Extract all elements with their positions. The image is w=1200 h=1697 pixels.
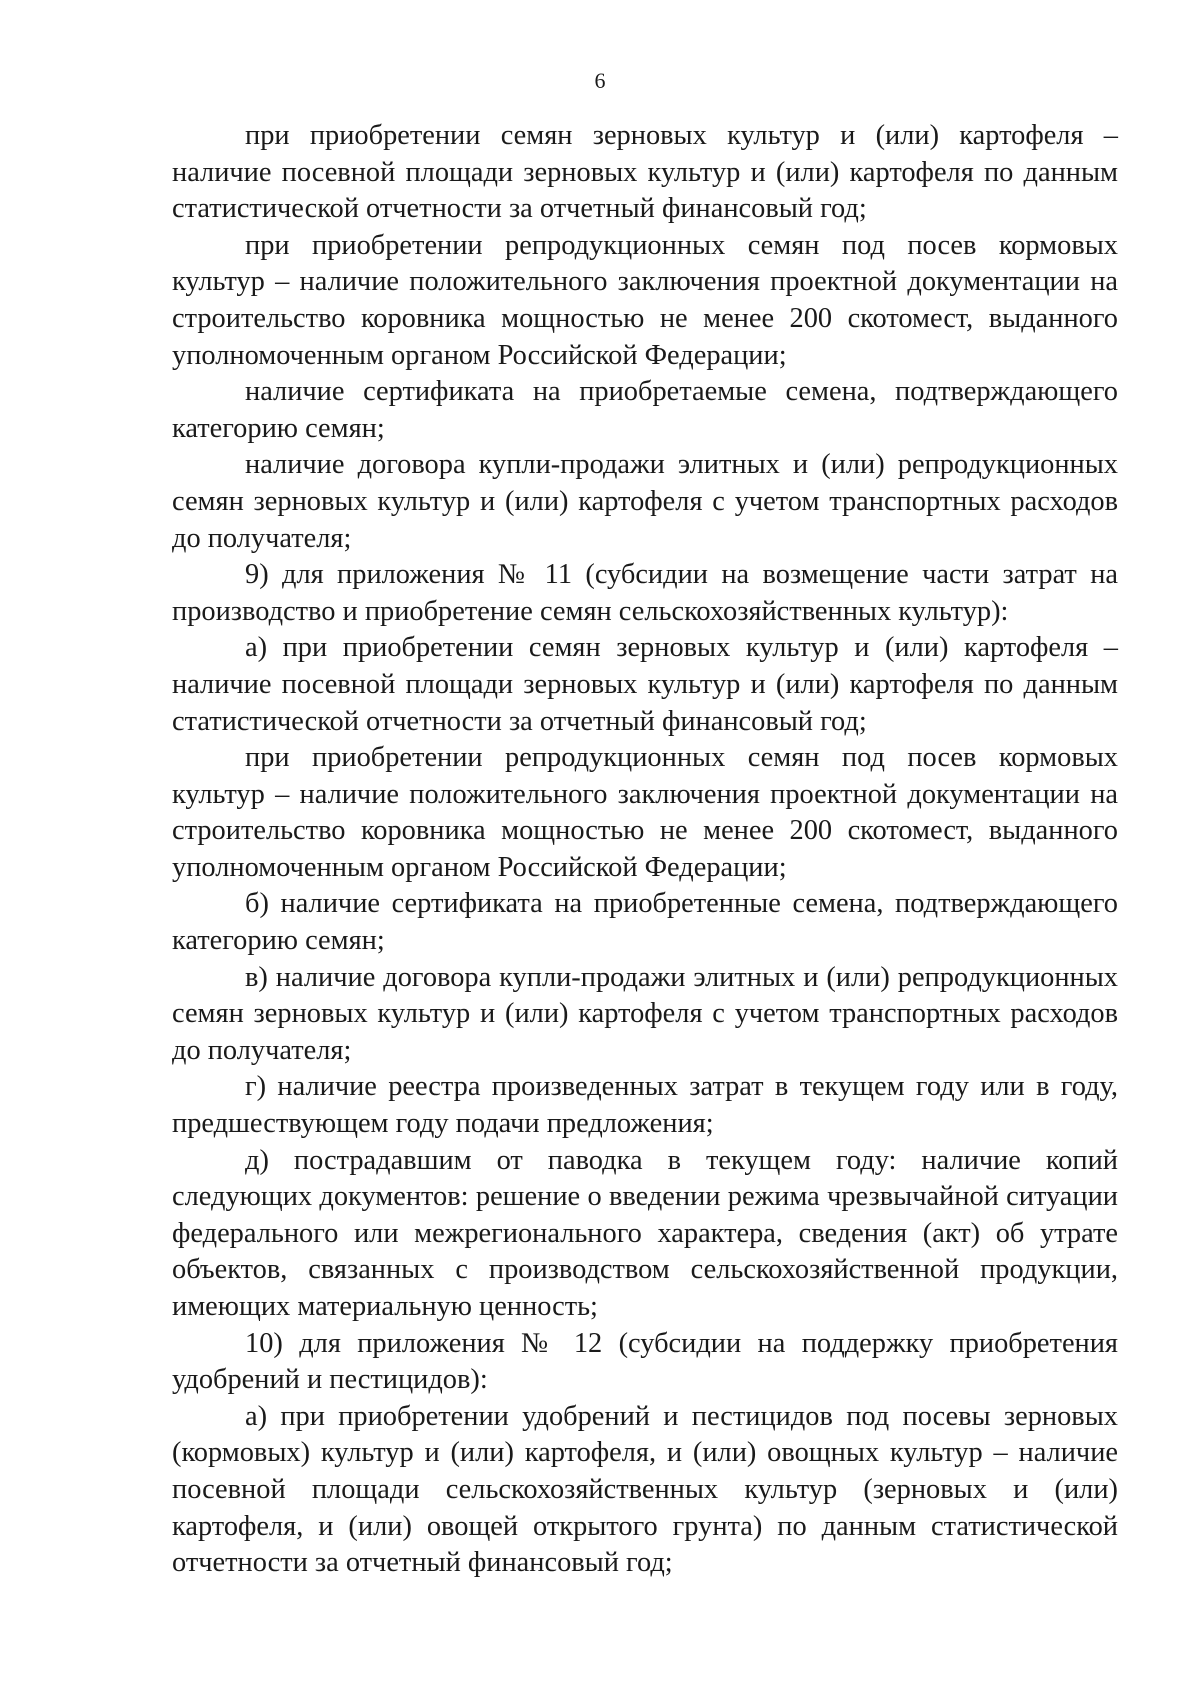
- paragraph: в) наличие договора купли-продажи элитных и (или) репродукционных семян зерновых культур и (или) картофеля с учетом транспортных расходов до получателя;: [172, 961, 1118, 1066]
- paragraph: 9) для приложения № 11 (субсидии на возмещение части затрат на производство и приобретение семян сельскохозяйственных культур):: [172, 559, 1118, 627]
- paragraph: 10) для приложения № 12 (субсидии на поддержку приобретения удобрений и пестицидов):: [172, 1327, 1118, 1396]
- paragraph: при приобретении семян зерновых культур и (или) картофеля – наличие посевной площади зерновых культур и (или) картофеля по данным статистической отчетности за отчетный финансовый год;: [172, 120, 1118, 225]
- paragraph: д) пострадавшим от паводка в текущем году: наличие копий следующих документов: решение о введении режима чрезвычайной ситуации федерального или межрегионального характера, сведения (акт) об утрате объектов, связанных с производством сельскохозяйственной продукции, имеющих материальную ценность;: [172, 1144, 1118, 1322]
- paragraph: б) наличие сертификата на приобретенные семена, подтверждающего категорию семян;: [172, 888, 1118, 957]
- paragraph: г) наличие реестра произведенных затрат в текущем году или в году, предшествующем году подачи предложения;: [172, 1071, 1118, 1140]
- page-number: 6: [594, 68, 606, 93]
- paragraph: наличие договора купли-продажи элитных и (или) репродукционных семян зерновых культур и (или) картофеля с учетом транспортных расходов до получателя;: [172, 449, 1118, 554]
- document-body: [172, 118, 1118, 1582]
- paragraph: наличие сертификата на приобретаемые семена, подтверждающего категорию семян;: [172, 376, 1118, 444]
- paragraph: при приобретении репродукционных семян под посев кормовых культур – наличие положительного заключения проектной документации на строительство коровника мощностью не менее 200 скотомест, выданного уполномоченным органом Российской Федерации;: [172, 742, 1118, 883]
- paragraph: при приобретении репродукционных семян под посев кормовых культур – наличие положительного заключения проектной документации на строительство коровника мощностью не менее 200 скотомест, выданного уполномоченным органом Российской Федерации;: [172, 229, 1118, 371]
- paragraph: а) при приобретении удобрений и пестицидов под посевы зерновых (кормовых) культур и (или) картофеля, и (или) овощных культур – наличие посевной площади сельскохозяйственных культур (зерновых и (или) картофеля, и (или) овощей открытого грунта) по данным статистической отчетности за отчетный финансовый год;: [172, 1400, 1118, 1579]
- paragraph: а) при приобретении семян зерновых культур и (или) картофеля – наличие посевной площади зерновых культур и (или) картофеля по данным статистической отчетности за отчетный финансовый год;: [172, 632, 1118, 737]
